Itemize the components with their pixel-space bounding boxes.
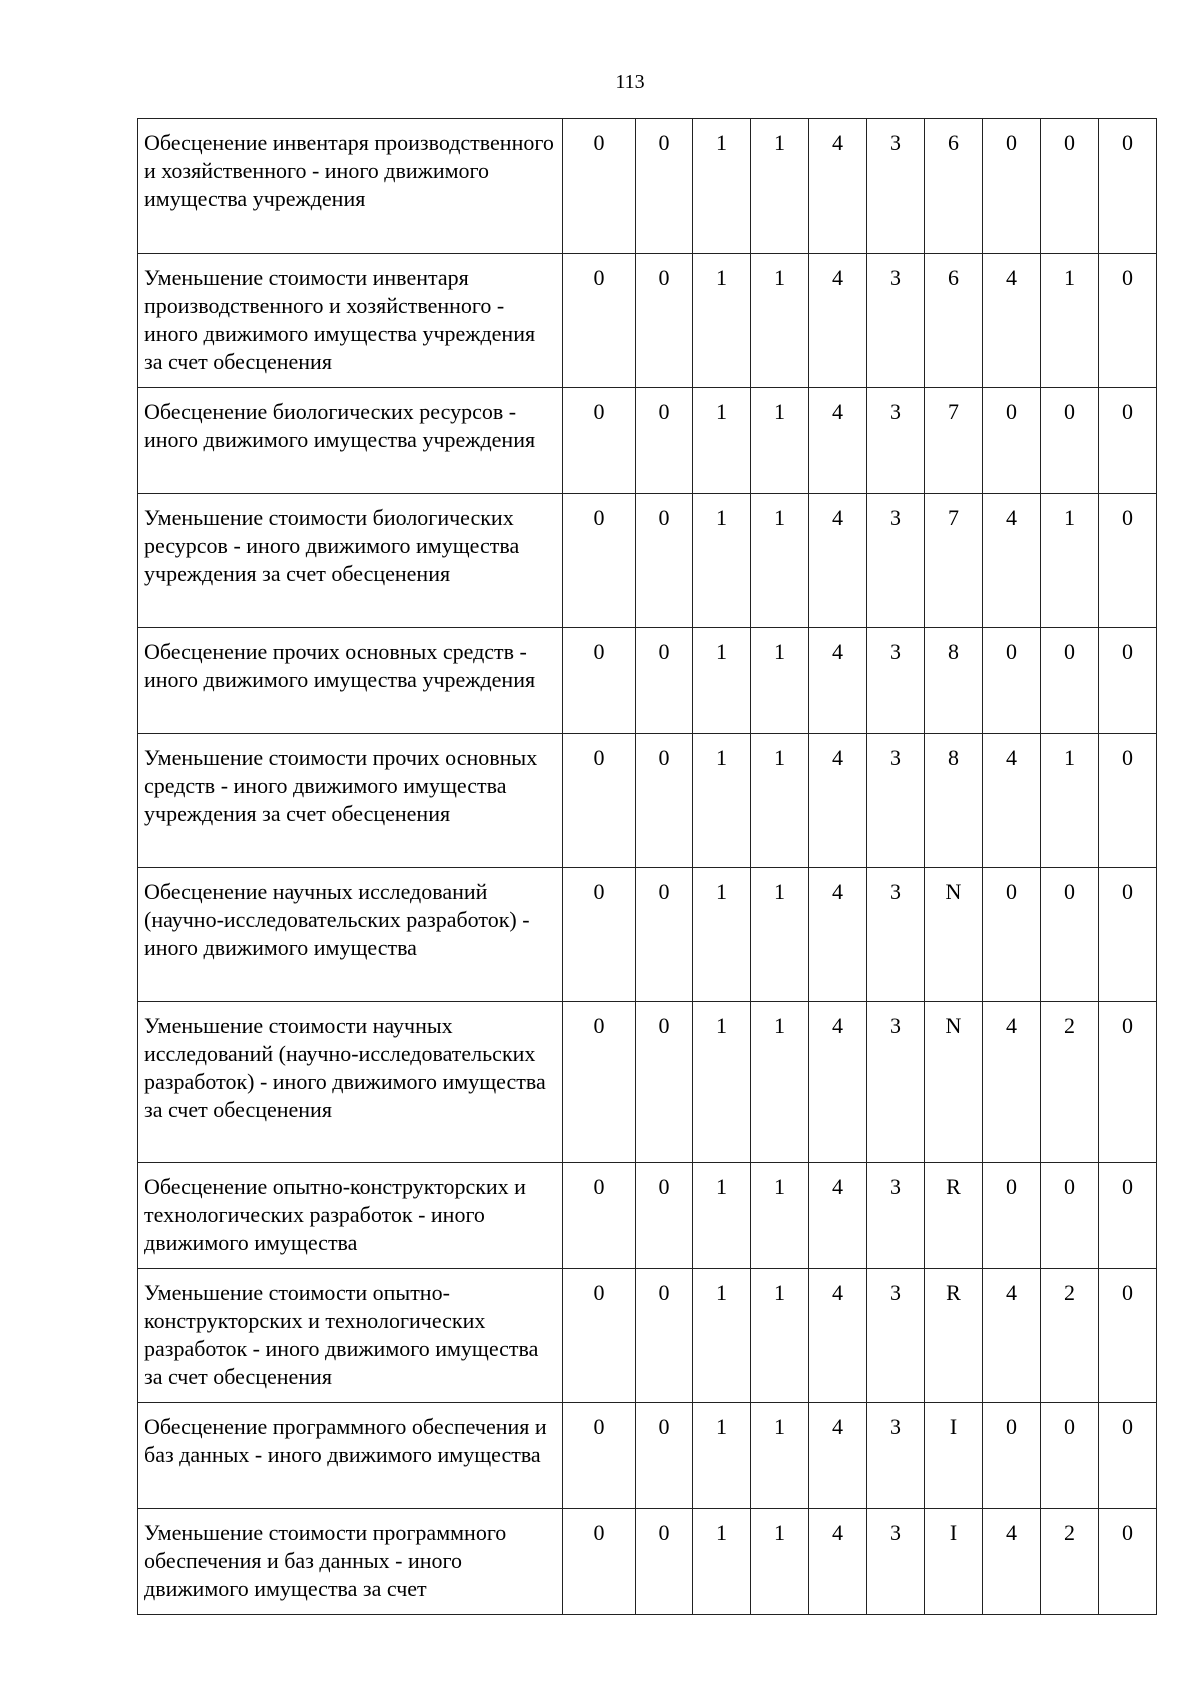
code-digit-cell: 0 (563, 734, 636, 868)
code-digit-cell: 8 (925, 734, 983, 868)
code-digit-cell: 0 (1099, 1403, 1157, 1509)
code-digit-cell: 0 (1099, 628, 1157, 734)
code-digit-cell: 0 (563, 1403, 636, 1509)
code-digit-cell: 6 (925, 254, 983, 388)
code-digit-cell: 0 (1041, 388, 1099, 494)
table-row (138, 119, 1157, 254)
code-digit-cell: 1 (1041, 734, 1099, 868)
code-digit-cell: 0 (563, 494, 636, 628)
code-digit-cell: 1 (693, 628, 751, 734)
code-digit-cell: 4 (809, 254, 867, 388)
page-number: 113 (615, 71, 645, 93)
accounts-table (137, 118, 1157, 1615)
code-digit-cell: 0 (636, 1002, 693, 1163)
code-digit-cell: 3 (867, 494, 925, 628)
code-digit-cell: I (925, 1403, 983, 1509)
code-digit-cell: 3 (867, 1509, 925, 1615)
code-digit-cell: 3 (867, 1163, 925, 1269)
code-digit-cell: 0 (1099, 1269, 1157, 1403)
code-digit-cell: 0 (563, 1002, 636, 1163)
account-name-cell: Обесценение инвентаря производственного и хозяйственного - иного движимого имущества учреждения (138, 119, 563, 254)
code-digit-cell: 1 (1041, 254, 1099, 388)
code-digit-cell: 0 (1041, 1163, 1099, 1269)
code-digit-cell: 0 (1041, 119, 1099, 254)
code-digit-cell: 3 (867, 734, 925, 868)
code-digit-cell: 4 (809, 868, 867, 1002)
code-digit-cell: N (925, 1002, 983, 1163)
code-digit-cell: 4 (983, 1269, 1041, 1403)
code-digit-cell: 0 (1099, 254, 1157, 388)
code-digit-cell: 1 (693, 1403, 751, 1509)
code-digit-cell: R (925, 1163, 983, 1269)
code-digit-cell: 0 (1041, 868, 1099, 1002)
account-name-cell: Обесценение научных исследований (научно-исследовательских разработок) - иного движимого имущества (138, 868, 563, 1002)
code-digit-cell: 4 (983, 254, 1041, 388)
table-row (138, 1163, 1157, 1269)
code-digit-cell: 4 (809, 494, 867, 628)
code-digit-cell: 0 (1041, 1403, 1099, 1509)
code-digit-cell: 4 (809, 388, 867, 494)
code-digit-cell: 0 (983, 1163, 1041, 1269)
code-digit-cell: 1 (693, 1163, 751, 1269)
code-digit-cell: 4 (809, 1163, 867, 1269)
code-digit-cell: 0 (1099, 734, 1157, 868)
table-row (138, 734, 1157, 868)
code-digit-cell: 0 (1099, 388, 1157, 494)
code-digit-cell: 0 (983, 628, 1041, 734)
table-row (138, 628, 1157, 734)
code-digit-cell: 1 (751, 628, 809, 734)
code-digit-cell: 1 (751, 1509, 809, 1615)
code-digit-cell: 0 (636, 254, 693, 388)
table-row (138, 254, 1157, 388)
code-digit-cell: 7 (925, 494, 983, 628)
code-digit-cell: 4 (809, 119, 867, 254)
code-digit-cell: 3 (867, 1002, 925, 1163)
code-digit-cell: 0 (983, 119, 1041, 254)
code-digit-cell: 0 (983, 1403, 1041, 1509)
code-digit-cell: 1 (751, 494, 809, 628)
code-digit-cell: 1 (751, 254, 809, 388)
code-digit-cell: 0 (636, 1163, 693, 1269)
table-row (138, 494, 1157, 628)
code-digit-cell: 4 (809, 628, 867, 734)
code-digit-cell: 2 (1041, 1002, 1099, 1163)
code-digit-cell: 1 (751, 1269, 809, 1403)
code-digit-cell: 4 (983, 1002, 1041, 1163)
code-digit-cell: 0 (1099, 119, 1157, 254)
account-name-cell: Уменьшение стоимости прочих основных средств - иного движимого имущества учреждения за счет обесценения (138, 734, 563, 868)
code-digit-cell: 7 (925, 388, 983, 494)
code-digit-cell: 1 (693, 494, 751, 628)
account-name-cell: Обесценение прочих основных средств - иного движимого имущества учреждения (138, 628, 563, 734)
code-digit-cell: 4 (983, 1509, 1041, 1615)
account-name-cell: Уменьшение стоимости биологических ресурсов - иного движимого имущества учреждения за счет обесценения (138, 494, 563, 628)
code-digit-cell: 2 (1041, 1269, 1099, 1403)
code-digit-cell: 4 (809, 734, 867, 868)
code-digit-cell: 3 (867, 119, 925, 254)
account-name-cell: Уменьшение стоимости инвентаря производственного и хозяйственного - иного движимого имущества учреждения за счет обесценения (138, 254, 563, 388)
code-digit-cell: I (925, 1509, 983, 1615)
code-digit-cell: 6 (925, 119, 983, 254)
account-name-cell: Обесценение биологических ресурсов - иного движимого имущества учреждения (138, 388, 563, 494)
table-row (138, 1403, 1157, 1509)
code-digit-cell: 4 (809, 1269, 867, 1403)
code-digit-cell: 0 (636, 1509, 693, 1615)
code-digit-cell: 1 (751, 1002, 809, 1163)
code-digit-cell: 3 (867, 1403, 925, 1509)
code-digit-cell: 0 (983, 388, 1041, 494)
code-digit-cell: 4 (809, 1403, 867, 1509)
code-digit-cell: 0 (563, 119, 636, 254)
code-digit-cell: 1 (751, 388, 809, 494)
code-digit-cell: 1 (693, 1509, 751, 1615)
code-digit-cell: 0 (636, 494, 693, 628)
code-digit-cell: 0 (1041, 628, 1099, 734)
code-digit-cell: 1 (693, 1002, 751, 1163)
code-digit-cell: 0 (563, 628, 636, 734)
code-digit-cell: 1 (1041, 494, 1099, 628)
code-digit-cell: 3 (867, 868, 925, 1002)
code-digit-cell: 0 (636, 1269, 693, 1403)
code-digit-cell: 3 (867, 628, 925, 734)
code-digit-cell: R (925, 1269, 983, 1403)
table-body (138, 119, 1157, 1615)
table-row (138, 868, 1157, 1002)
code-digit-cell: 4 (809, 1002, 867, 1163)
account-name-cell: Уменьшение стоимости опытно-конструкторских и технологических разработок - иного движимого имущества за счет обесценения (138, 1269, 563, 1403)
code-digit-cell: 1 (751, 1163, 809, 1269)
code-digit-cell: 2 (1041, 1509, 1099, 1615)
code-digit-cell: 0 (1099, 1509, 1157, 1615)
code-digit-cell: 0 (563, 254, 636, 388)
account-name-cell: Обесценение программного обеспечения и баз данных - иного движимого имущества (138, 1403, 563, 1509)
code-digit-cell: 1 (693, 734, 751, 868)
code-digit-cell: 1 (693, 388, 751, 494)
code-digit-cell: 1 (693, 254, 751, 388)
account-name-cell: Уменьшение стоимости научных исследований (научно-исследовательских разработок) - иного движимого имущества за счет обесценения (138, 1002, 563, 1163)
code-digit-cell: 1 (751, 734, 809, 868)
code-digit-cell: 0 (1099, 1163, 1157, 1269)
code-digit-cell: 0 (1099, 494, 1157, 628)
code-digit-cell: 3 (867, 388, 925, 494)
code-digit-cell: 0 (636, 734, 693, 868)
code-digit-cell: 1 (693, 119, 751, 254)
code-digit-cell: N (925, 868, 983, 1002)
code-digit-cell: 1 (693, 868, 751, 1002)
code-digit-cell: 0 (563, 1269, 636, 1403)
code-digit-cell: 3 (867, 1269, 925, 1403)
code-digit-cell: 1 (693, 1269, 751, 1403)
code-digit-cell: 4 (983, 734, 1041, 868)
code-digit-cell: 0 (636, 628, 693, 734)
code-digit-cell: 0 (636, 119, 693, 254)
table-row (138, 388, 1157, 494)
code-digit-cell: 0 (1099, 868, 1157, 1002)
code-digit-cell: 1 (751, 1403, 809, 1509)
code-digit-cell: 0 (563, 388, 636, 494)
code-digit-cell: 1 (751, 868, 809, 1002)
code-digit-cell: 3 (867, 254, 925, 388)
code-digit-cell: 1 (751, 119, 809, 254)
account-name-cell: Уменьшение стоимости программного обеспечения и баз данных - иного движимого имущества за счет (138, 1509, 563, 1615)
code-digit-cell: 0 (563, 868, 636, 1002)
code-digit-cell: 0 (563, 1163, 636, 1269)
table-row (138, 1002, 1157, 1163)
table-row (138, 1269, 1157, 1403)
code-digit-cell: 0 (636, 868, 693, 1002)
code-digit-cell: 4 (983, 494, 1041, 628)
code-digit-cell: 0 (983, 868, 1041, 1002)
account-name-cell: Обесценение опытно-конструкторских и технологических разработок - иного движимого имущества (138, 1163, 563, 1269)
code-digit-cell: 0 (636, 388, 693, 494)
code-digit-cell: 0 (563, 1509, 636, 1615)
code-digit-cell: 4 (809, 1509, 867, 1615)
code-digit-cell: 0 (636, 1403, 693, 1509)
table-row (138, 1509, 1157, 1615)
code-digit-cell: 8 (925, 628, 983, 734)
code-digit-cell: 0 (1099, 1002, 1157, 1163)
